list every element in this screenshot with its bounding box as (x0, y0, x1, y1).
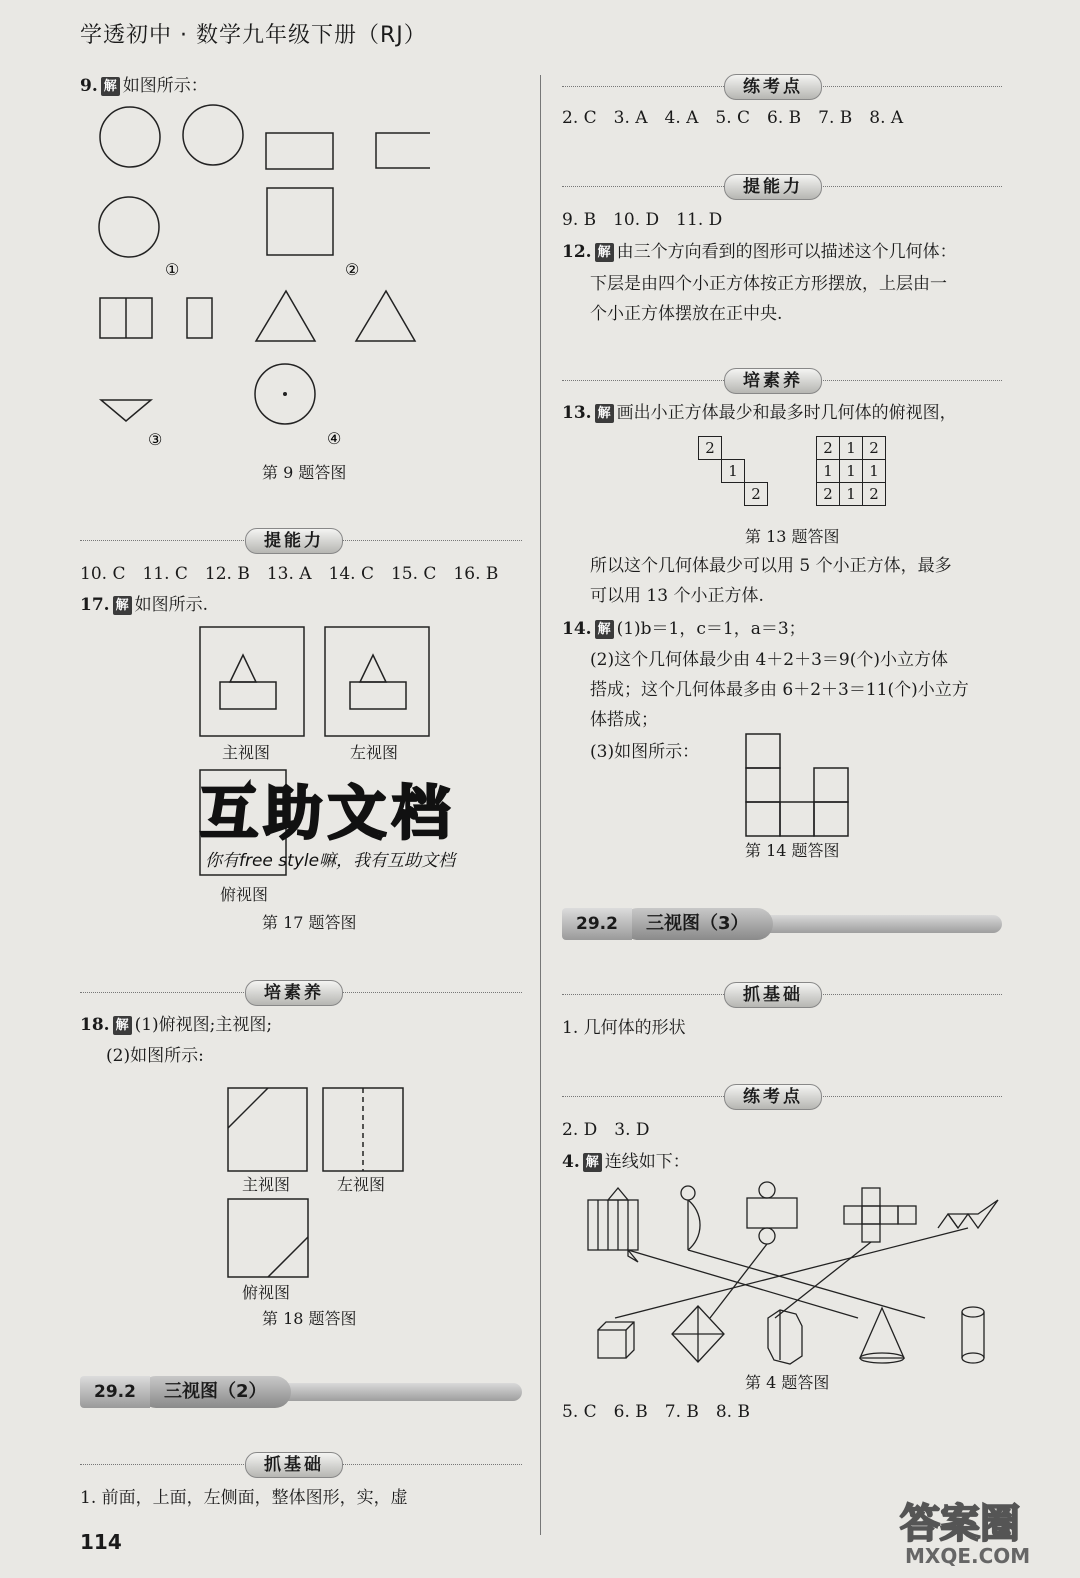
jie-badge: 解 (101, 77, 120, 96)
chapter-bar-29-2-3: 三视图（3） 29.2 (562, 908, 1002, 942)
q17-line: 17. 解 如图所示. (80, 595, 208, 615)
watermark-small: 你有free style嘛，我有互助文档 (205, 851, 456, 871)
q18-left-label: 左视图 (337, 1175, 386, 1194)
label-1: ① (165, 260, 180, 279)
q9-line: 9. 解 如图所示： (80, 76, 208, 96)
q14-line5: (3)如图所示： (590, 742, 700, 762)
jie-badge: 解 (595, 243, 614, 262)
chapter-bar-29-2-2: 三视图（2） 29.2 (80, 1376, 522, 1410)
section-head-liankaodian: 练考点 (562, 72, 1002, 102)
q14-line1: 14. 解 (1)b＝1，c＝1，a＝3； (562, 619, 806, 639)
q14-line2: (2)这个几何体最少由 4＋2＋3＝9(个)小立方体 (590, 650, 949, 670)
q12-line1: 12. 解 由三个方向看到的图形可以描述这个几何体： (562, 242, 957, 262)
label-4: ④ (327, 429, 342, 448)
q9-caption: 第 9 题答图 (262, 463, 347, 482)
section-head-zhuajichu: 抓基础 (80, 1450, 522, 1480)
q18-top-label: 俯视图 (242, 1283, 291, 1302)
column-divider (540, 75, 541, 1535)
answer-1-left: 1. 前面，上面，左侧面，整体图形，实，虚 (80, 1488, 408, 1508)
q17-top-label: 俯视图 (220, 885, 269, 904)
section-head-tinengli: 提能力 (80, 526, 522, 556)
q4-caption: 第 4 题答图 (745, 1373, 830, 1392)
section-head-tinengli-right: 提能力 (562, 172, 1002, 202)
jie-badge: 解 (113, 596, 132, 615)
q18-line2: (2)如图所示: (106, 1046, 204, 1066)
answers-2-3: 2. D 3. D (562, 1120, 650, 1140)
q13-line2: 所以这个几何体最少可以用 5 个小正方体，最多 (590, 556, 952, 576)
q14-line3: 搭成；这个几何体最多由 6＋2＋3＝11(个)小立方 (590, 680, 969, 700)
q17-front-label: 主视图 (222, 743, 271, 762)
jie-badge: 解 (595, 620, 614, 639)
q14-figure (742, 730, 852, 840)
jie-badge: 解 (583, 1153, 602, 1172)
corner-watermark: 答案圈 (900, 1501, 1020, 1547)
q14-caption: 第 14 题答图 (745, 841, 840, 860)
q13-line1: 13. 解 画出小正方体最少和最多时几何体的俯视图， (562, 403, 957, 423)
watermark-big: 互助文档 (200, 779, 457, 847)
page-number: 114 (80, 1530, 122, 1554)
page-header-title: 学透初中 · 数学九年级下册（RJ） (80, 23, 427, 48)
q13-min-grid: 2 1 2 (698, 436, 768, 506)
q13-max-grid: 2 1 2 1 1 1 2 1 2 (816, 436, 886, 506)
answers-10-16: 10. C 11. C 12. B 13. A 14. C 15. C 16. B (80, 564, 499, 584)
q18-front-label: 主视图 (242, 1175, 291, 1194)
section-head-peisuyang-right: 培素养 (562, 366, 1002, 396)
answer-1-right: 1. 几何体的形状 (562, 1018, 686, 1038)
q9-figure (90, 100, 430, 460)
section-head-liankaodian-2: 练考点 (562, 1082, 1002, 1112)
label-3: ③ (148, 430, 163, 449)
section-head-peisuyang: 培素养 (80, 978, 522, 1008)
answers-9-11: 9. B 10. D 11. D (562, 210, 723, 230)
q13-line3: 可以用 13 个小正方体. (590, 586, 764, 606)
q12-line3: 个小正方体摆放在正中央. (590, 304, 783, 324)
q4-matching-figure (580, 1178, 1005, 1368)
q18-line: 18. 解 (1)俯视图;主视图; (80, 1015, 273, 1035)
jie-badge: 解 (113, 1016, 132, 1035)
jie-badge: 解 (595, 404, 614, 423)
answers-5-8: 5. C 6. B 7. B 8. B (562, 1402, 750, 1422)
q12-line2: 下层是由四个小正方体按正方形摆放，上层由一 (590, 274, 947, 294)
label-2: ② (345, 260, 360, 279)
q17-caption: 第 17 题答图 (262, 913, 357, 932)
answers-2-8: 2. C 3. A 4. A 5. C 6. B 7. B 8. A (562, 108, 904, 128)
q18-caption: 第 18 题答图 (262, 1309, 357, 1328)
q13-caption: 第 13 题答图 (745, 527, 840, 546)
q17-left-label: 左视图 (350, 743, 399, 762)
section-head-zhuajichu-right: 抓基础 (562, 980, 1002, 1010)
q14-line4: 体搭成； (590, 710, 658, 730)
q4-line: 4. 解 连线如下： (562, 1152, 690, 1172)
corner-watermark-url: MXQE.COM (905, 1544, 1031, 1568)
